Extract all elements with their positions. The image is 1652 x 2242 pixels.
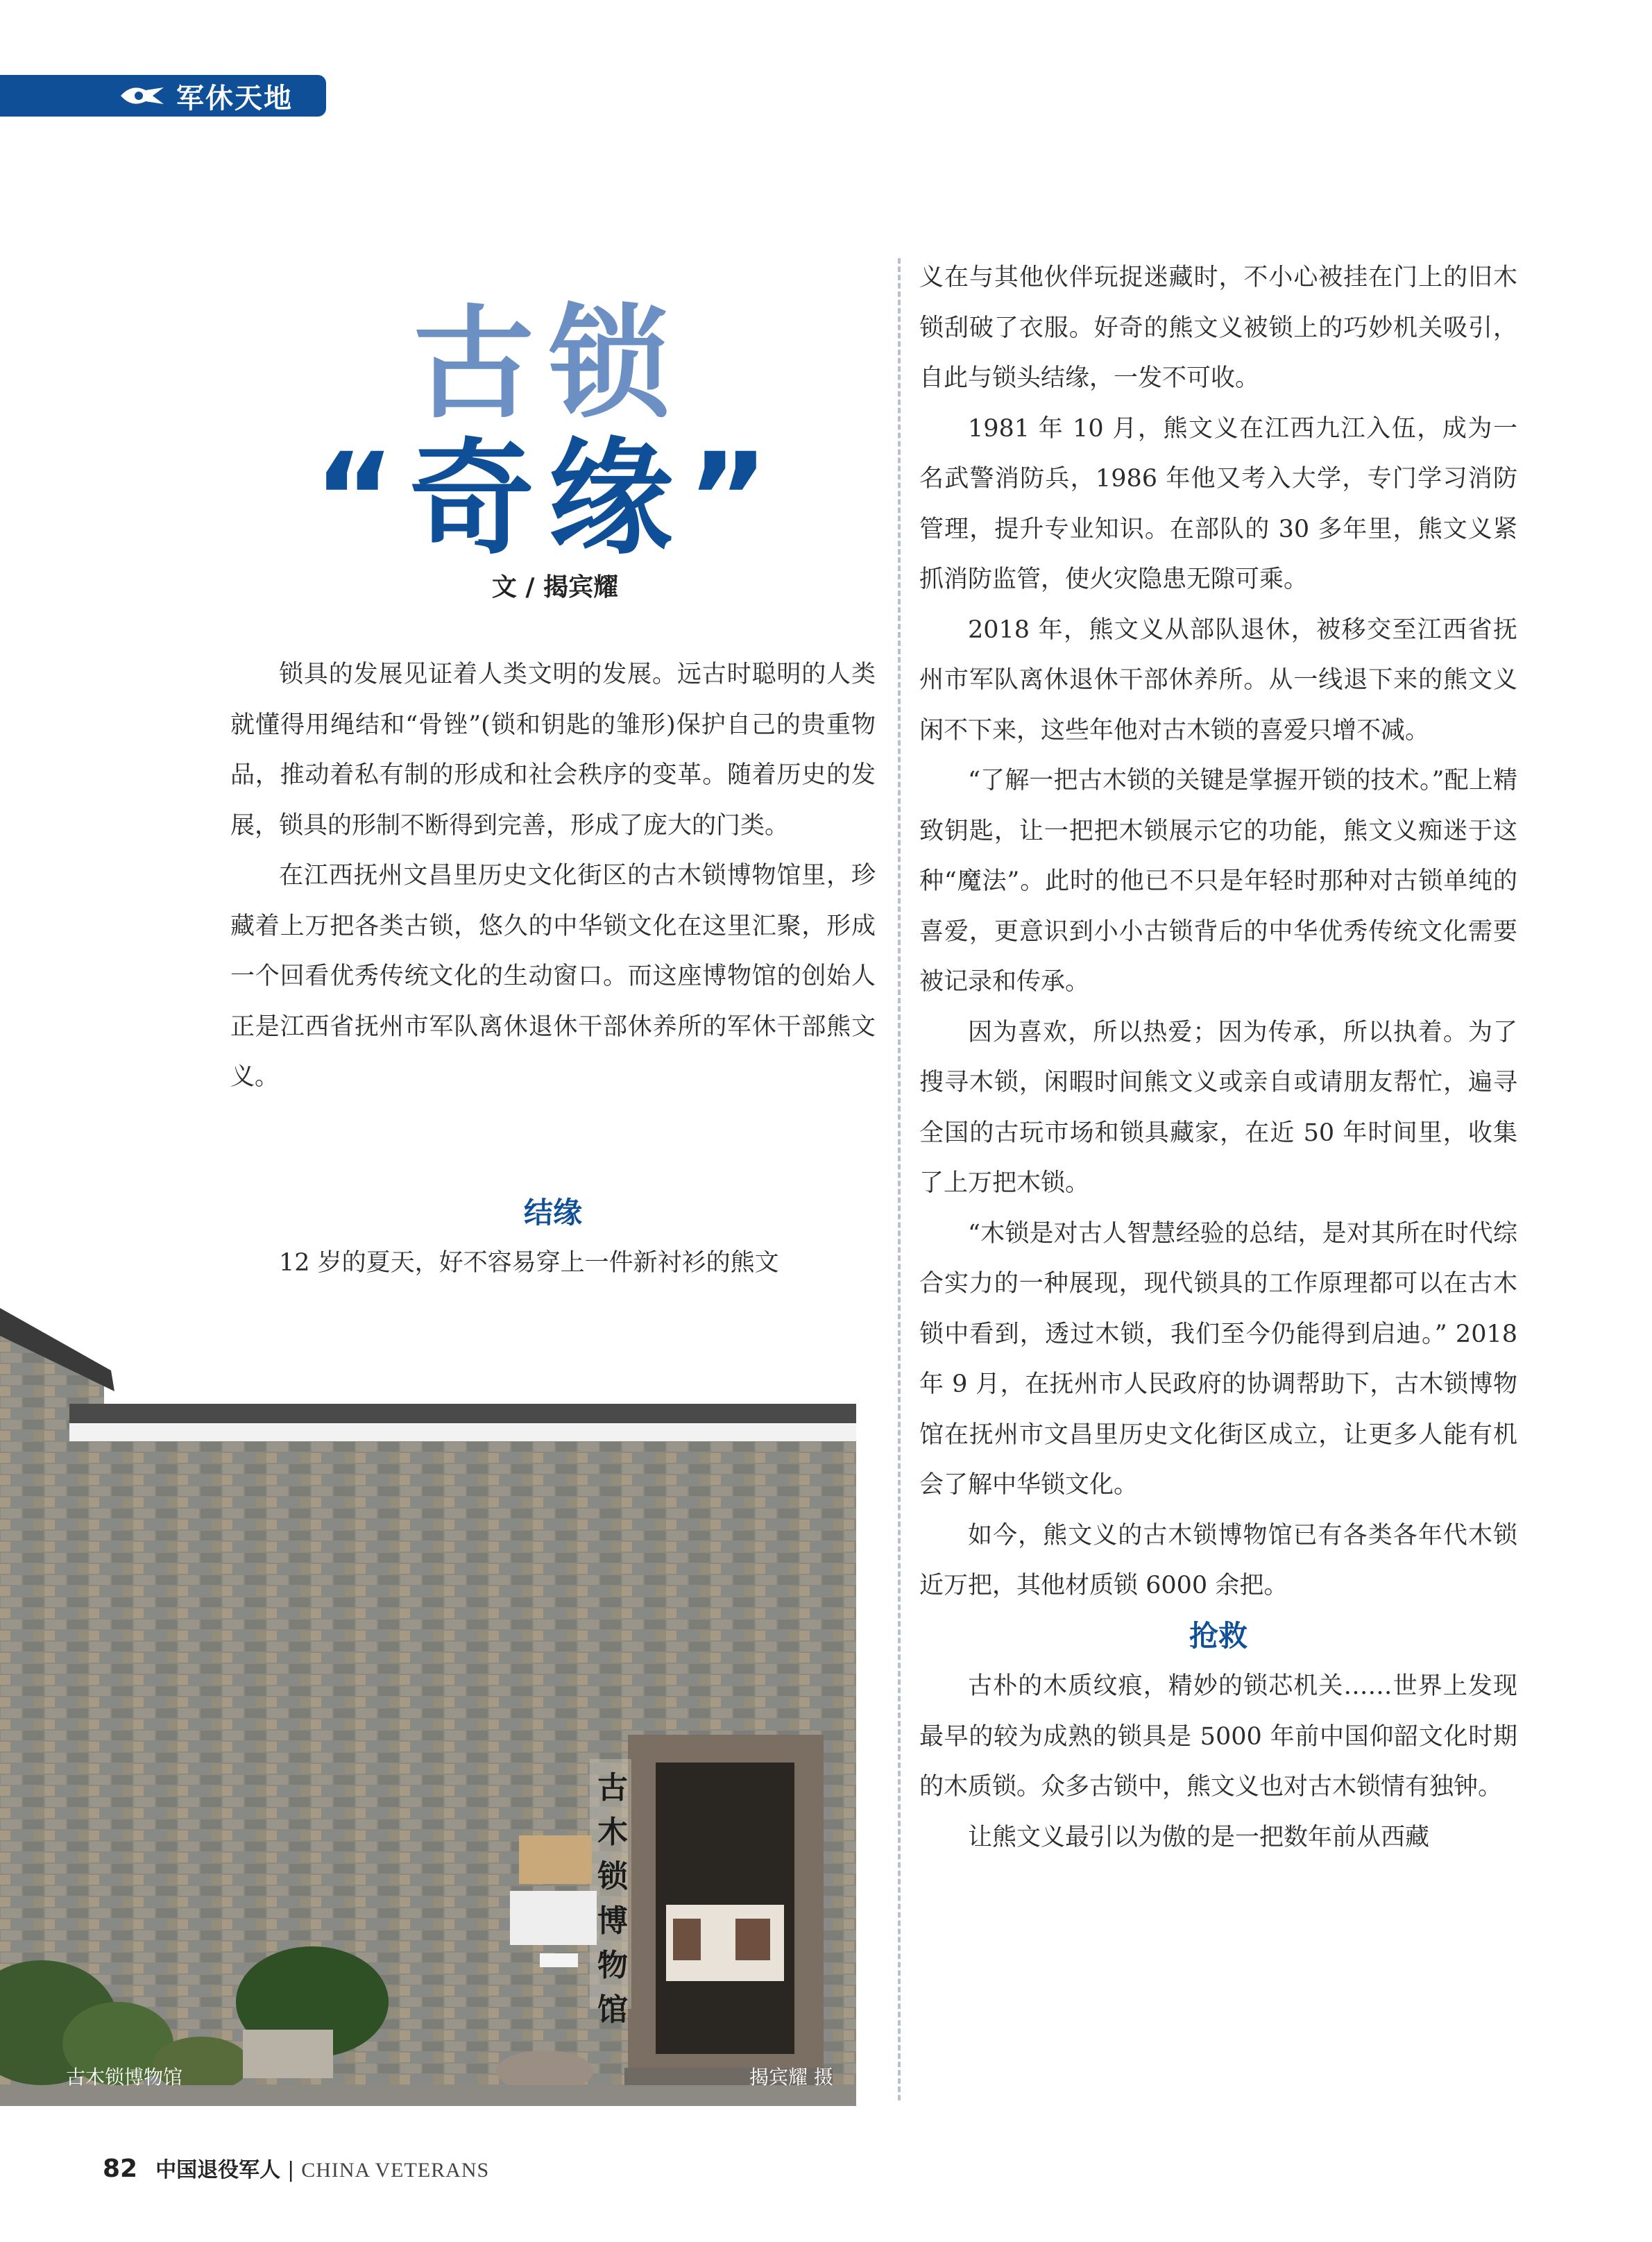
magazine-name-cn: 中国退役军人: [155, 2158, 281, 2182]
left-column: [230, 649, 876, 1103]
paragraph: 义在与其他伙伴玩捉迷藏时，不小心被挂在门上的旧木锁刮破了衣服。好奇的熊文义被锁上的巧妙机关吸引，自此与锁头结缘，一发不可收。: [919, 264, 1517, 392]
magazine-name-en: CHINA VETERANS: [301, 2159, 490, 2182]
museum-photo: [0, 1308, 856, 2106]
photo-credit: 揭宾耀 摄: [749, 2066, 833, 2089]
photo-caption: 古木锁博物馆: [66, 2066, 183, 2089]
paragraph: 在江西抚州文昌里历史文化街区的古木锁博物馆里，珍藏着上万把各类古锁，悠久的中华锁文化在这里汇聚，形成一个回看优秀传统文化的生动窗口。而这座博物馆的创始人正是江西省抚州市军队离休退休干部休养所的军休干部熊文义。: [230, 862, 876, 1091]
paragraph: 如今，熊文义的古木锁博物馆已有各类各年代木锁近万把，其他材质锁 6000 余把。: [919, 1521, 1517, 1599]
subheading-qiangjiu: 抢救: [1189, 1618, 1247, 1653]
right-column: [919, 253, 1517, 1862]
left-column-continued: [230, 1238, 876, 1289]
paragraph: 因为喜欢，所以热爱；因为传承，所以执着。为了搜寻木锁，闲暇时间熊文义或亲自或请朋友帮忙，遍寻全国的古玩市场和锁具藏家，在近 50 年时间里，收集了上万把木锁。: [919, 1018, 1517, 1197]
paragraph: 让熊文义最引以为傲的是一把数年前从西藏: [968, 1823, 1430, 1851]
page-footer: [103, 2152, 489, 2183]
paragraph: 古朴的木质纹痕，精妙的锁芯机关……世界上发现最早的较为成熟的锁具是 5000 年前中国仰韶文化时期的木质锁。众多古锁中，熊文义也对古木锁情有独钟。: [919, 1672, 1517, 1801]
museum-sign-vertical: 古木锁博物馆: [597, 1770, 628, 2028]
subheading-jieyuan: 结缘: [523, 1196, 582, 1230]
footer-separator: |: [287, 2158, 295, 2182]
paragraph: “木锁是对古人智慧经验的总结，是对其所在时代综合实力的一种展现，现代锁具的工作原理都可以在古木锁中看到，透过木锁，我们至今仍能得到启迪。” 2018 年 9 月，在抚州市人民政府的协调帮助下，古木锁博物馆在抚州市文昌里历史文化街区成立，让更多人能有机会了解中华锁文化。: [919, 1219, 1517, 1499]
paragraph: 12 岁的夏天，好不容易穿上一件新衬衫的熊文: [279, 1249, 779, 1277]
page-number: 82: [103, 2155, 138, 2183]
section-logo-icon: [118, 80, 167, 111]
byline: 文 / 揭宾耀: [491, 573, 619, 602]
section-tag: [0, 75, 326, 117]
section-title: 军休天地: [176, 82, 293, 114]
article-title-line1: 古锁: [413, 294, 683, 435]
paragraph: 1981 年 10 月，熊文义在江西九江入伍，成为一名武警消防兵，1986 年他又考入大学，专门学习消防管理，提升专业知识。在部队的 30 多年里，熊文义紧抓消防监管，使火灾隐患无隙可乘。: [919, 414, 1517, 593]
paragraph: “了解一把古木锁的关键是掌握开锁的技术。”配上精致钥匙，让一把把木锁展示它的功能，熊文义痴迷于这种“魔法”。此时的他已不只是年轻时那种对古锁单纯的喜爱，更意识到小小古锁背后的中华优秀传统文化需要被记录和传承。: [919, 767, 1517, 996]
paragraph: 锁具的发展见证着人类文明的发展。远古时聪明的人类就懂得用绳结和“骨锉”(锁和钥匙的雏形)保护自己的贵重物品，推动着私有制的形成和社会秩序的变革。随着历史的发展，锁具的形制不断得到完善，形成了庞大的门类。: [230, 661, 876, 840]
article-title-line2: “奇缘”: [313, 427, 783, 572]
column-divider: [898, 258, 901, 2100]
paragraph: 2018 年，熊文义从部队退休，被移交至江西省抚州市军队离休退休干部休养所。从一线退下来的熊文义闲不下来，这些年他对古木锁的喜爱只增不减。: [919, 615, 1517, 745]
